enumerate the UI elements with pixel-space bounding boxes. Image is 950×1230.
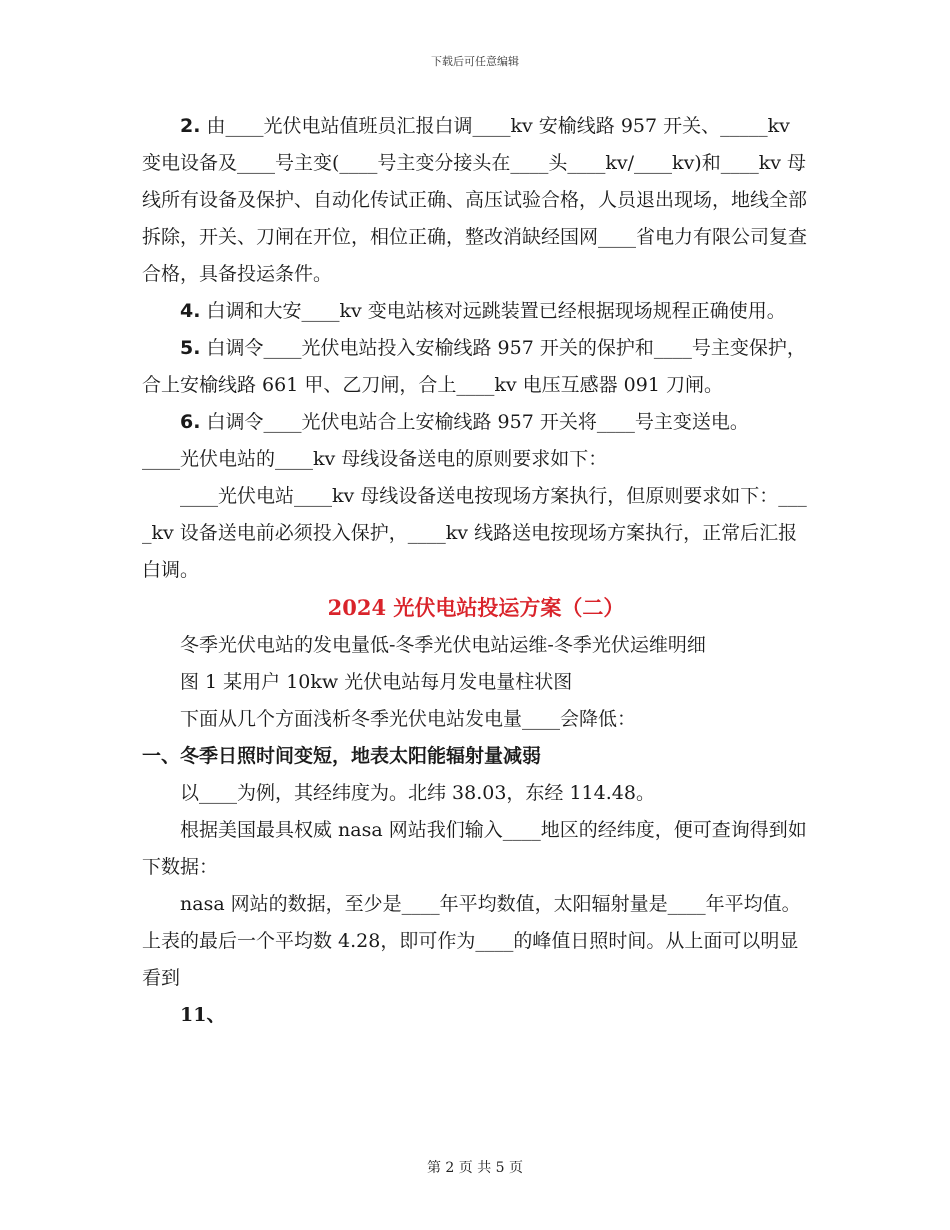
document-body <box>142 108 810 1034</box>
paragraph-text: 白调令____光伏电站投入安榆线路 957 开关的保护和____号主变保护，合上安榆线路 661 甲、乙刀闸，合上____kv 电压互感器 091 刀闸。 <box>142 337 806 396</box>
page-header: 下载后可任意编辑 <box>431 55 519 68</box>
section-line-4: 以____为例，其经纬度为。北纬 38.03，东经 114.48。 <box>180 782 655 804</box>
paragraph-4 <box>142 293 810 330</box>
paragraph-text: 白调令____光伏电站合上安榆线路 957 开关将____号主变送电。 <box>200 411 749 433</box>
paragraph-7: ____光伏电站的____kv 母线设备送电的原则要求如下： <box>142 448 608 470</box>
paragraph-6 <box>142 404 810 441</box>
item-number: 5. <box>180 337 201 359</box>
section-line-1: 冬季光伏电站的发电量低-冬季光伏电站运维-冬季光伏运维明细 <box>180 634 706 656</box>
item-number: 6. <box>180 411 201 433</box>
paragraph-2 <box>142 108 810 293</box>
section-heading-1: 一、冬季日照时间变短，地表太阳能辐射量减弱 <box>142 745 542 767</box>
paragraph-8: ____光伏电站____kv 母线设备送电按现场方案执行，但原则要求如下：____kv 设备送电前必须投入保护，____kv 线路送电按现场方案执行，正常后汇报白调。 <box>142 485 807 581</box>
page-footer: 第 2 页 共 5 页 <box>426 1160 524 1176</box>
section-line-2: 图 1 某用户 10kw 光伏电站每月发电量柱状图 <box>180 671 573 693</box>
section-line-5: 根据美国最具权威 nasa 网站我们输入____地区的经纬度，便可查询得到如下数据： <box>142 819 807 878</box>
paragraph-text: 由____光伏电站值班员汇报白调____kv 安榆线路 957 开关、_____kv 变电设备及____号主变(____号主变分接头在____头____kv/____kv)和____kv 母线所有设备及保护、自动化传试正确、高压试验合格，人员退出现场，地线全部拆除，开关、刀闸在开位，相位正确，整改消缺经国网____省电力有限公司复查合格，具备投运条件。 <box>142 115 808 285</box>
paragraph-text: 白调和大安____kv 变电站核对远跳装置已经根据现场规程正确使用。 <box>200 300 786 322</box>
section-line-3: 下面从几个方面浅析冬季光伏电站发电量____会降低： <box>180 708 637 730</box>
section-line-6: nasa 网站的数据，至少是____年平均数值，太阳辐射量是____年平均值。上表的最后一个平均数 4.28，即可作为____的峰值日照时间。从上面可以明显看到 <box>142 893 801 989</box>
paragraph-5 <box>142 330 810 404</box>
item-number: 4. <box>180 300 201 322</box>
item-number: 2. <box>180 115 201 137</box>
section-line-7: 11、 <box>180 1004 226 1026</box>
section-title: 2024 光伏电站投运方案（二） <box>327 595 625 620</box>
